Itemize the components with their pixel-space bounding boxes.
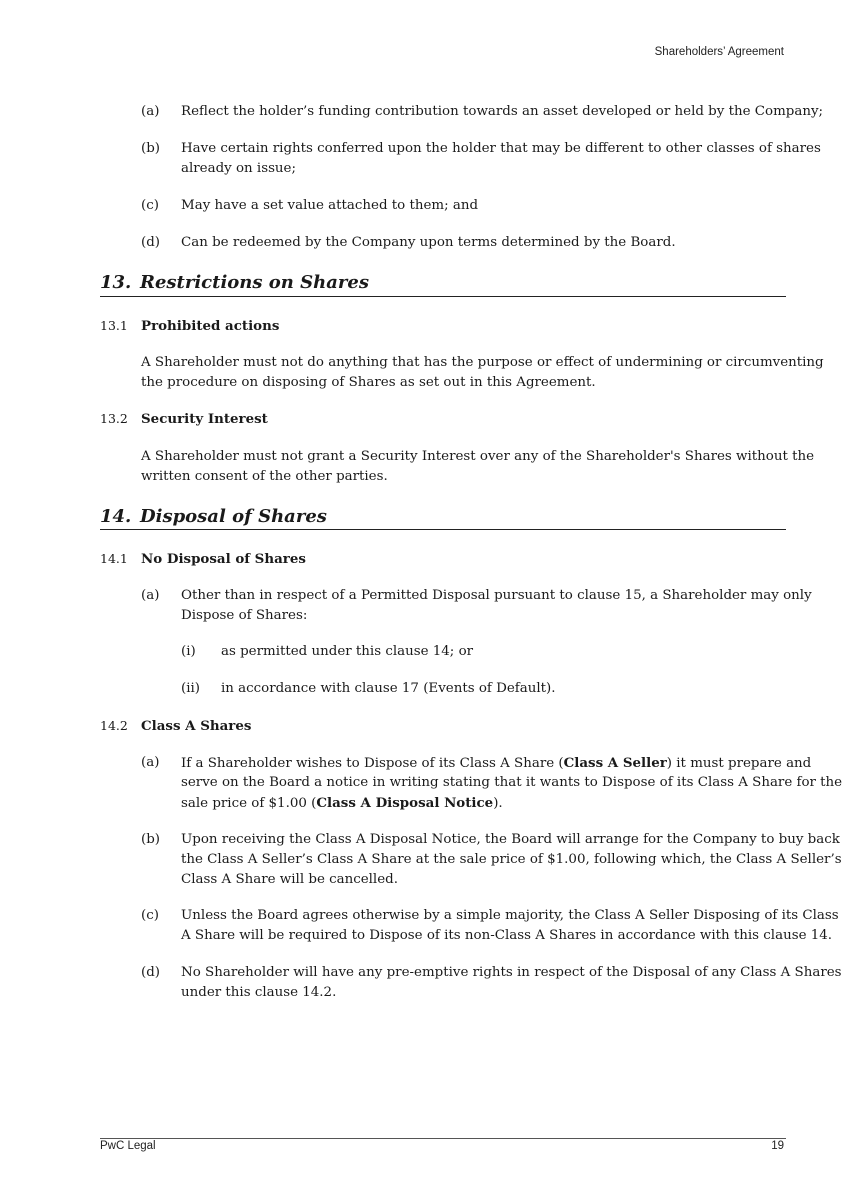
list-item-text: serve on the Board a notice in writing stating that it wants to Dispose of its Class A Share for the [181,775,843,790]
defined-term: Class A Disposal Notice [316,795,494,811]
footer-rule [100,1138,786,1139]
clause-text: A Shareholder must not do anything that has the purpose or effect of undermining or circumventing [141,355,824,370]
section-rule [100,296,786,297]
list-item-text: Other than in respect of a Permitted Disposal pursuant to clause 15, a Shareholder may only [181,588,812,603]
clause-number: 13.2 [100,411,128,426]
sublist-label: (ii) [181,681,201,696]
section-rule [100,529,786,530]
list-item-text: Class A Share will be cancelled. [181,872,398,887]
section-number: 14. [100,506,132,527]
clause-text: written consent of the other parties. [141,469,388,484]
clause-text: the procedure on disposing of Shares as set out in this Agreement. [141,375,596,390]
clause-heading: Security Interest [141,411,268,427]
running-header: Shareholders’ Agreement [654,46,784,58]
list-item-text: Dispose of Shares: [181,608,308,623]
clause-number: 13.1 [100,318,128,333]
list-label: (d) [141,235,161,250]
list-label: (a) [141,588,160,603]
section-heading-14 [100,505,327,529]
list-item-text: Upon receiving the Class A Disposal Notice, the Board will arrange for the Company to buy back [181,832,840,847]
text-run: ) it must prepare and [666,756,812,771]
list-label: (c) [141,908,159,923]
section-number: 13. [100,272,132,293]
clause-heading: Prohibited actions [141,318,280,334]
footer-firm: PwC Legal [100,1140,156,1152]
list-item-text: already on issue; [181,161,296,176]
list-label: (a) [141,755,160,770]
page-number: 19 [771,1140,784,1152]
list-item-text: No Shareholder will have any pre-emptive rights in respect of the Disposal of any Class A Shares [181,965,842,980]
sublist-item-text: as permitted under this clause 14; or [221,644,474,659]
sublist-label: (i) [181,644,196,659]
defined-term: Class A Seller [563,755,667,771]
clause-number: 14.1 [100,551,128,566]
list-item-text: A Share will be required to Dispose of its non-Class A Shares in accordance with this clause 14. [181,928,833,943]
text-run: If a Shareholder wishes to Dispose of its Class A Share ( [181,756,564,771]
list-label: (d) [141,965,161,980]
list-label: (c) [141,198,159,213]
list-item-text: the Class A Seller’s Class A Share at the sale price of $1.00, following which, the Class A Seller’s [181,852,842,867]
list-label: (b) [141,832,161,847]
text-run: sale price of $1.00 ( [181,796,317,811]
list-item-text: Reflect the holder’s funding contribution towards an asset developed or held by the Company; [181,104,824,119]
list-item-text: Unless the Board agrees otherwise by a simple majority, the Class A Seller Disposing of its Class [181,908,839,923]
list-label: (b) [141,141,161,156]
clause-text: A Shareholder must not grant a Security Interest over any of the Shareholder's Shares without the [141,449,815,464]
list-item-text: May have a set value attached to them; and [181,198,479,213]
list-item-text: Have certain rights conferred upon the holder that may be different to other classes of shares [181,141,821,156]
list-label: (a) [141,104,160,119]
list-item-text [181,753,811,774]
list-item-text [181,793,503,814]
clause-heading: Class A Shares [141,718,252,734]
section-title: Disposal of Shares [140,506,327,527]
list-item-text: under this clause 14.2. [181,985,337,1000]
text-run: ). [493,796,503,811]
clause-number: 14.2 [100,718,128,733]
section-heading-13 [100,271,369,295]
sublist-item-text: in accordance with clause 17 (Events of Default). [221,681,556,696]
list-item-text: Can be redeemed by the Company upon terms determined by the Board. [181,235,676,250]
clause-heading: No Disposal of Shares [141,551,306,567]
section-title: Restrictions on Shares [140,272,369,293]
